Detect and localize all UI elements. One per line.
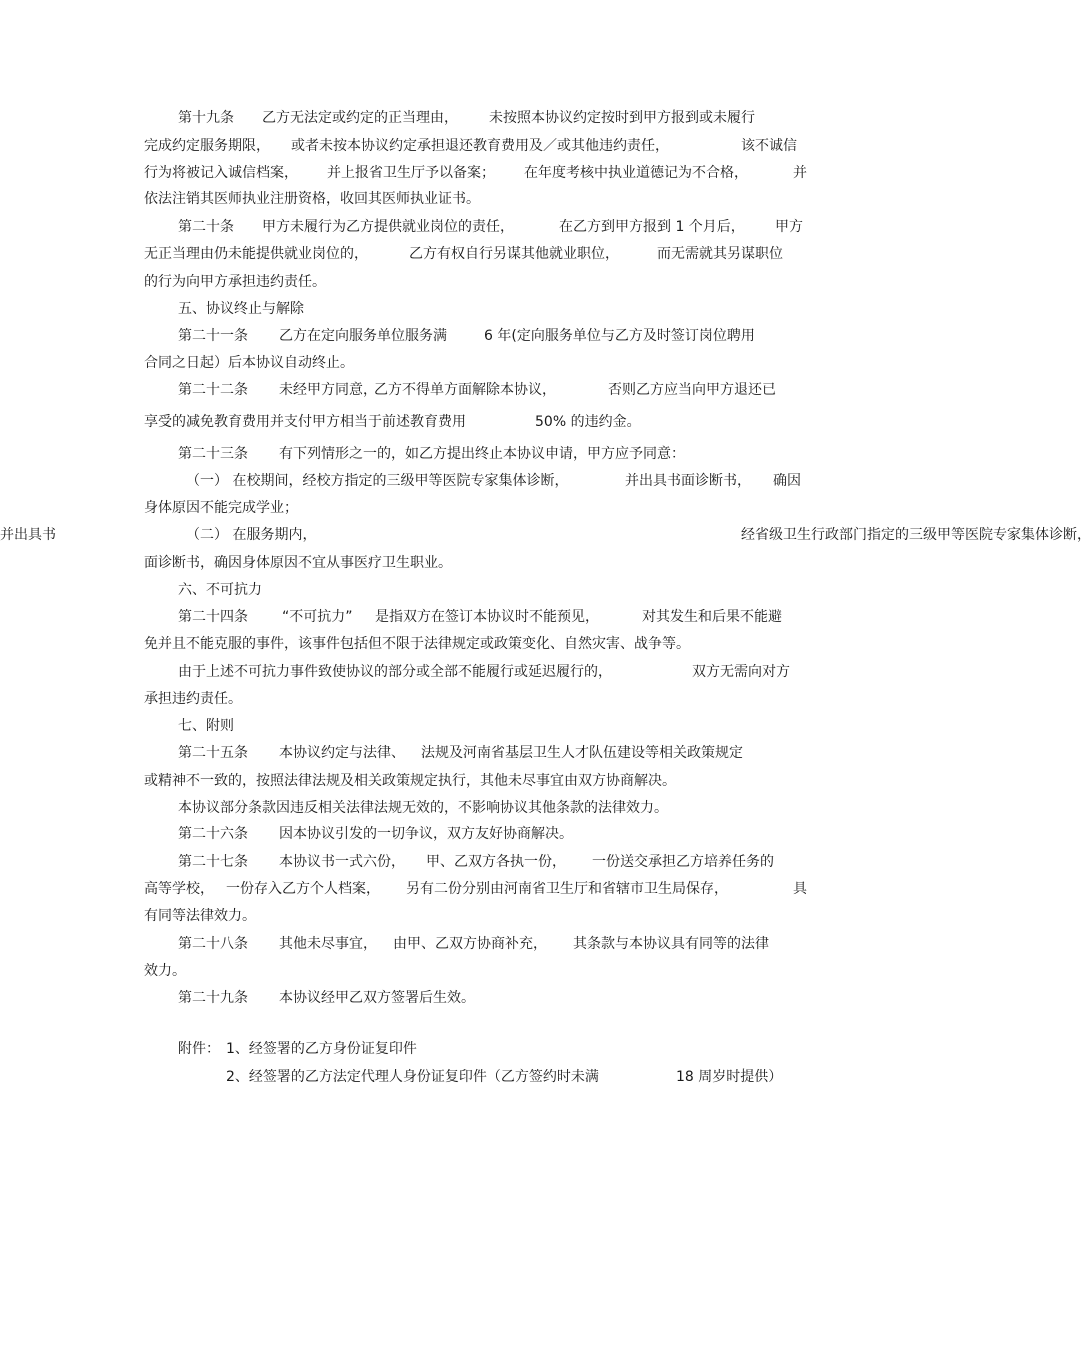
- text-segment: 另有二份分别由河南省卫生厅和省辖市卫生局保存，: [406, 881, 728, 897]
- text-segment: 双方无需向对方: [692, 664, 790, 680]
- text-segment: 6 年(定向服务单位与乙方及时签订岗位聘用: [484, 328, 755, 344]
- text-segment: 确因: [773, 473, 801, 489]
- text-segment: 完成约定服务期限，: [144, 138, 270, 154]
- text-segment: 第二十四条: [178, 609, 248, 625]
- text-segment: 第十九条: [178, 110, 234, 126]
- text-segment: 并上报省卫生厅予以备案；: [327, 165, 495, 181]
- text-segment: 的行为向甲方承担违约责任。: [144, 274, 326, 290]
- text-segment: 免并且不能克服的事件，该事件包括但不限于法律规定或政策变化、自然灾害、战争等。: [144, 636, 690, 652]
- text-segment: 承担违约责任。: [144, 691, 242, 707]
- text-segment: （一） 在校期间，经校方指定的三级甲等医院专家集体诊断，: [186, 473, 569, 489]
- text-segment: 乙方有权自行另谋其他就业职位，: [409, 246, 619, 262]
- text-segment: 第二十条: [178, 219, 234, 235]
- text-segment: 甲、乙双方各执一份，: [426, 854, 566, 870]
- text-segment: 第二十七条: [178, 854, 248, 870]
- text-segment: 合同之日起）后本协议自动终止。: [144, 355, 354, 371]
- text-segment: 第二十五条: [178, 745, 248, 761]
- text-segment: 对其发生和后果不能避: [642, 609, 782, 625]
- text-segment: 2、经签署的乙方法定代理人身份证复印件（乙方签约时未满: [226, 1069, 599, 1085]
- text-segment: 本协议约定与法律、: [279, 745, 405, 761]
- text-segment: 并出具书: [0, 527, 56, 543]
- text-segment: 第二十八条: [178, 936, 248, 952]
- text-segment: 第二十一条: [178, 328, 248, 344]
- text-segment: 甲方未履行为乙方提供就业岗位的责任，: [262, 219, 514, 235]
- text-segment: （二） 在服务期内，: [186, 527, 317, 543]
- text-segment: 五、协议终止与解除: [178, 301, 304, 317]
- text-segment: 乙方无法定或约定的正当理由，: [262, 110, 458, 126]
- text-segment: 50% 的违约金。: [535, 414, 641, 430]
- text-segment: 或精神不一致的，按照法律法规及相关政策规定执行，其他未尽事宜由双方协商解决。: [144, 773, 676, 789]
- text-segment: 而无需就其另谋职位: [657, 246, 783, 262]
- text-segment: 未按照本协议约定按时到甲方报到或未履行: [489, 110, 755, 126]
- text-segment: 并: [793, 165, 807, 181]
- text-segment: 第二十三条: [178, 446, 248, 462]
- text-segment: 是指双方在签订本协议时不能预见，: [375, 609, 599, 625]
- text-segment: 享受的减免教育费用并支付甲方相当于前述教育费用: [144, 414, 466, 430]
- text-segment: 未经甲方同意，: [279, 382, 377, 398]
- text-segment: 具: [793, 881, 807, 897]
- text-segment: 1、经签署的乙方身份证复印件: [226, 1041, 417, 1057]
- text-segment: 高等学校，: [144, 881, 214, 897]
- text-segment: 依法注销其医师执业注册资格，收回其医师执业证书。: [144, 191, 480, 207]
- text-segment: 经省级卫生行政部门指定的三级甲等医院专家集体诊断，: [741, 527, 1091, 543]
- text-segment: “不可抗力”: [282, 609, 353, 625]
- text-segment: 有下列情形之一的，如乙方提出终止本协议申请，甲方应予同意：: [279, 446, 685, 462]
- text-segment: 面诊断书，确因身体原因不宜从事医疗卫生职业。: [144, 555, 452, 571]
- text-segment: 一份存入乙方个人档案，: [226, 881, 380, 897]
- text-segment: 本协议经甲乙双方签署后生效。: [279, 990, 475, 1006]
- text-segment: 有同等法律效力。: [144, 908, 256, 924]
- text-segment: 由于上述不可抗力事件致使协议的部分或全部不能履行或延迟履行的，: [178, 664, 612, 680]
- text-segment: 本协议部分条款因违反相关法律法规无效的，不影响协议其他条款的法律效力。: [178, 800, 668, 816]
- text-segment: 其条款与本协议具有同等的法律: [573, 936, 769, 952]
- text-segment: 乙方在定向服务单位服务满: [279, 328, 447, 344]
- text-segment: 六、不可抗力: [178, 582, 262, 598]
- text-segment: 七、附则: [178, 718, 234, 734]
- text-segment: 乙方不得单方面解除本协议，: [374, 382, 556, 398]
- text-segment: 在年度考核中执业道德记为不合格，: [524, 165, 748, 181]
- text-segment: 甲方: [775, 219, 803, 235]
- text-segment: 第二十九条: [178, 990, 248, 1006]
- text-segment: 在乙方到甲方报到 1 个月后，: [559, 219, 745, 235]
- text-segment: 18 周岁时提供）: [676, 1069, 783, 1085]
- text-segment: 否则乙方应当向甲方退还已: [608, 382, 776, 398]
- text-segment: 并出具书面诊断书，: [625, 473, 751, 489]
- text-segment: 本协议书一式六份，: [279, 854, 405, 870]
- text-segment: 由甲、乙双方协商补充，: [393, 936, 547, 952]
- text-segment: 该不诚信: [741, 138, 797, 154]
- text-segment: 效力。: [144, 963, 186, 979]
- text-segment: 无正当理由仍未能提供就业岗位的，: [144, 246, 368, 262]
- text-segment: 第二十二条: [178, 382, 248, 398]
- text-segment: 一份送交承担乙方培养任务的: [592, 854, 774, 870]
- text-segment: 附件：: [178, 1041, 220, 1057]
- text-segment: 或者未按本协议约定承担退还教育费用及／或其他违约责任，: [291, 138, 669, 154]
- text-segment: 其他未尽事宜，: [279, 936, 377, 952]
- text-segment: 第二十六条: [178, 826, 248, 842]
- text-segment: 法规及河南省基层卫生人才队伍建设等相关政策规定: [421, 745, 743, 761]
- text-segment: 行为将被记入诚信档案，: [144, 165, 298, 181]
- text-segment: 身体原因不能完成学业；: [144, 500, 298, 516]
- text-segment: 因本协议引发的一切争议，双方友好协商解决。: [279, 826, 573, 842]
